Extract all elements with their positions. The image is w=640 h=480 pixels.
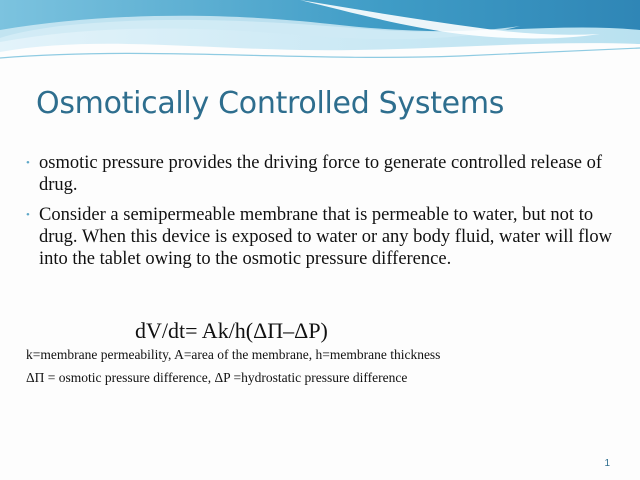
bullet-item: [22, 152, 634, 196]
header-wave-decoration: [0, 0, 640, 72]
variable-definitions: k=membrane permeability, A=area of the membrane, h=membrane thickness: [26, 347, 441, 362]
bullet-text: Consider a semipermeable membrane that is permeable to water, but not to drug. When this device is exposed to water or any body fluid, water will flow into the tablet owing to the osmotic pressure difference.: [39, 205, 613, 269]
pressure-definitions: ΔΠ = osmotic pressure difference, ΔP =hydrostatic pressure difference: [26, 370, 408, 385]
bullet-text: osmotic pressure provides the driving force to generate controlled release of drug.: [39, 153, 603, 195]
flow-rate-equation: dV/dt= Ak/h(ΔΠ–ΔP): [135, 318, 328, 343]
page-number: 1: [604, 458, 610, 469]
slide-title: Osmotically Controlled Systems: [36, 86, 505, 121]
bullet-list: [22, 152, 634, 278]
bullet-marker-icon: •: [26, 157, 30, 169]
bullet-item: [22, 204, 634, 270]
bullet-marker-icon: •: [26, 209, 30, 221]
